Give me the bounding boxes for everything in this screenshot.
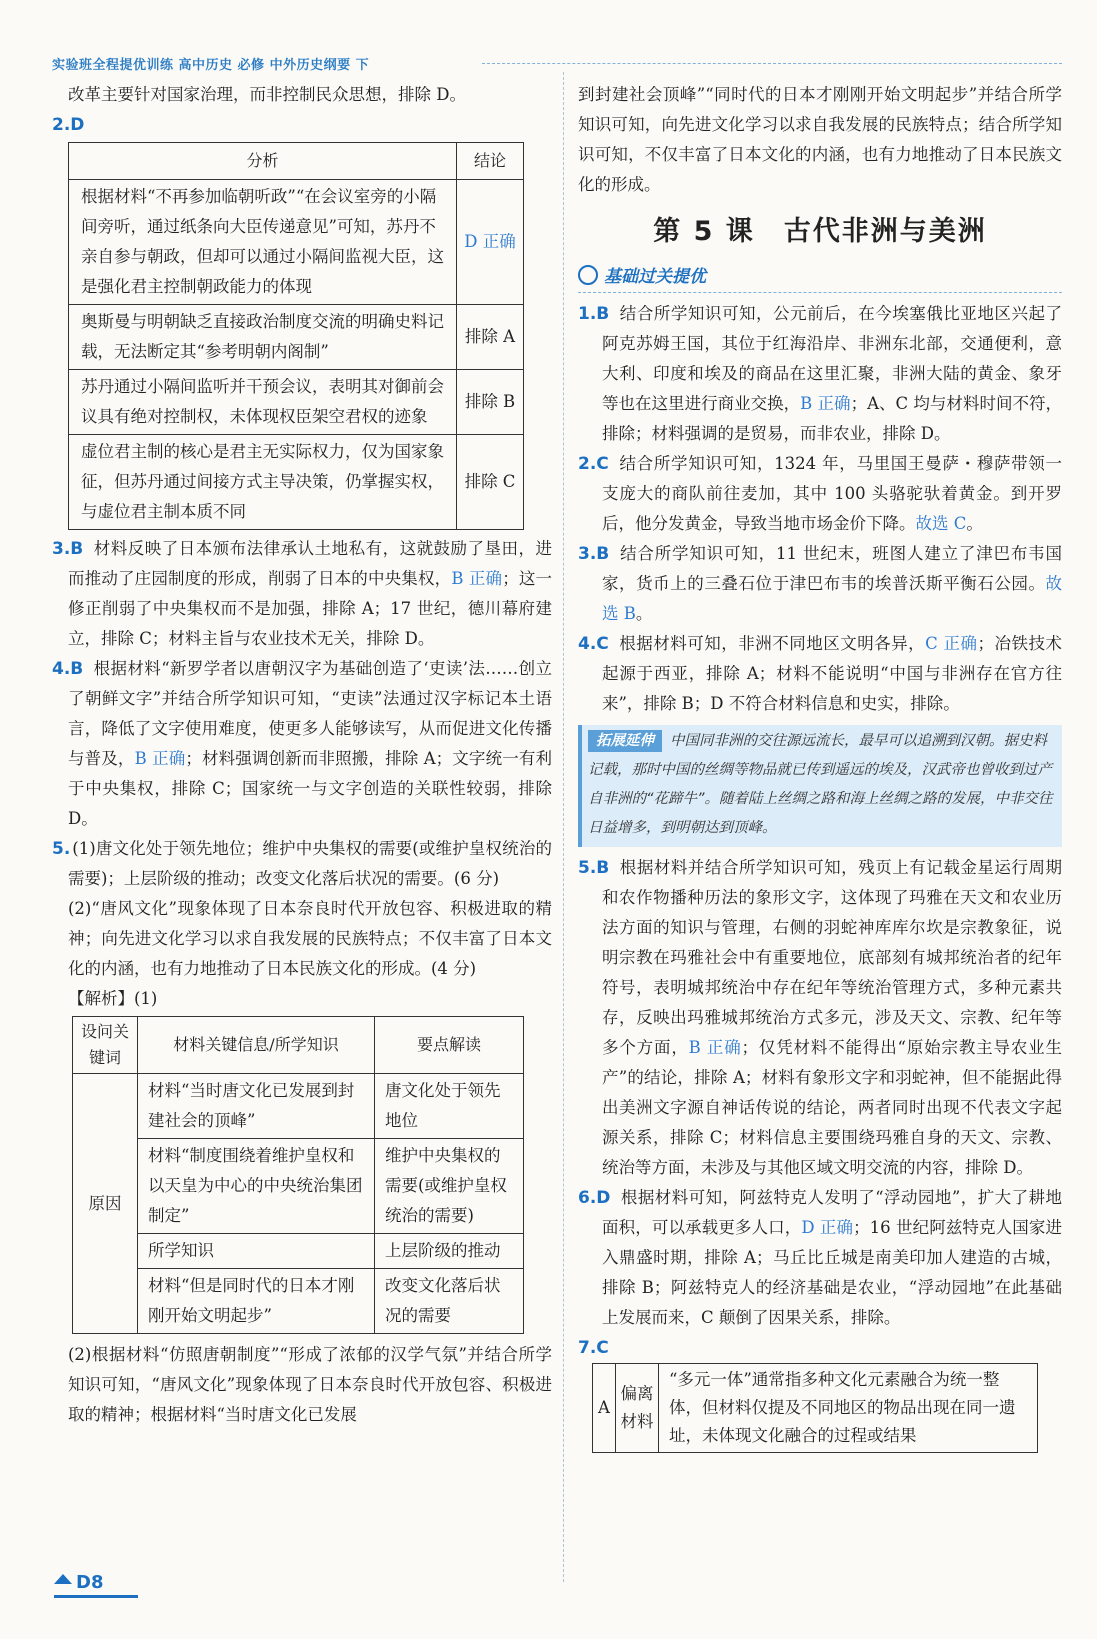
q2-answer: D (70, 115, 85, 135)
r-q5-highlight: B 正确 (688, 1038, 742, 1057)
q5-number: 5. (52, 839, 71, 859)
r-q3-text-1: 结合所学知识可知，11 世纪末，班图人建立了津巴布韦国家，货币上的三叠石位于津巴布韦的埃普沃斯平衡石公园。 (602, 544, 1062, 593)
right-column (578, 80, 1062, 1453)
header-point: 要点解读 (375, 1017, 524, 1074)
r-q7-answer: C (596, 1338, 609, 1358)
extension-box (578, 725, 1062, 847)
option-cell: A (593, 1364, 616, 1453)
page-number-badge (54, 1572, 138, 1598)
r-question-6 (578, 1183, 1062, 1333)
row-head-reason: 原因 (73, 1074, 138, 1334)
info-cell: 材料“制度围绕着维护皇权和以天皇为中心的中央统治集团制定” (138, 1139, 375, 1234)
question-5 (52, 834, 552, 1430)
r-q4-highlight: C 正确 (925, 634, 978, 653)
r-question-1 (578, 299, 1062, 449)
r-q5-text-2: ；仅凭材料不能得出“原始宗教主导农业生产”的结论，排除 A；材料有象形文字和羽蛇神，但不能据此得出美洲文字源自神话传说的结论，两者同时出现不代表文字起源关系，排除 C；材料信息主要围绕玛雅自身的天文、宗教、统治等方面，未涉及与其他区域文明交流的内容，排除 D。 (602, 1038, 1062, 1177)
q5-part-3: (2)根据材料“仿照唐朝制度”“形成了浓郁的汉学气氛”并结合所学知识可知，“唐风文化”现象体现了日本奈良时代开放包容、积极进取的精神；根据材料“当时唐文化已发展 (68, 1345, 552, 1424)
r-q1-text-1: 结合所学知识可知，公元前后，在今埃塞俄比亚地区兴起了阿克苏姆王国，其位于红海沿岸、非洲东北部，交通便利，意大利、印度和埃及的商品在这里汇聚，非洲大陆的黄金、象牙等也在这里进行商业交换， (602, 304, 1062, 413)
r-q2-answer: C (596, 454, 609, 474)
analysis-cell: 奥斯曼与明朝缺乏直接政治制度交流的明确史料记载，无法断定其“参考明朝内阁制” (69, 305, 457, 370)
r-q4-text-2: ；冶铁技术起源于西亚，排除 A；材料不能说明“中国与非洲存在官方往来”，排除 B；D 不符合材料信息和史实，排除。 (602, 634, 1063, 713)
r-q6-answer: D (596, 1188, 611, 1208)
result-cell: D 正确 (457, 180, 524, 305)
table-row (69, 370, 524, 435)
table-row (73, 1074, 524, 1139)
continued-text: 到封建社会顶峰”“同时代的日本才刚刚开始文明起步”并结合所学知识可知，向先进文化学习以求自我发展的民族特点；结合所学知识可知，不仅丰富了日本文化的内涵，也有力地推动了日本民族文化的形成。 (578, 85, 1062, 194)
table-row (73, 1234, 524, 1269)
table-row (69, 305, 524, 370)
analysis-cell: 根据材料“不再参加临朝听政”“在会议室旁的小隔间旁听，通过纸条向大臣传递意见”可知，苏丹不亲自参与朝政，但却可以通过小隔间监视大臣，这是强化君主控制朝政能力的体现 (69, 180, 457, 305)
q4-highlight: B 正确 (134, 749, 186, 768)
q2-number: 2. (52, 115, 71, 135)
header-rule (482, 63, 1062, 64)
result-cell: 排除 B (457, 370, 524, 435)
page-header (52, 54, 1062, 72)
table-row (73, 1269, 524, 1334)
q4-number: 4. (52, 659, 71, 679)
table-row (69, 180, 524, 305)
q5-part-2: (2)“唐风文化”现象体现了日本奈良时代开放包容、积极进取的精神；向先进文化学习以求自我发展的民族特点；不仅丰富了日本文化的内涵，也有力地推动了日本民族文化的形成。(4 分) (68, 899, 552, 978)
point-cell: 维护中央集权的需要(或维护皇权统治的需要) (375, 1139, 524, 1234)
header-text: 实验班全程提优训练 高中历史 必修 中外历史纲要 下 (52, 58, 370, 73)
r-q1-answer: B (596, 304, 610, 324)
column-divider (563, 72, 564, 1582)
q5-analysis-table (72, 1016, 524, 1334)
r-question-5 (578, 853, 1062, 1183)
point-cell: 上层阶级的推动 (375, 1234, 524, 1269)
r-q1-text-2: ；A、C 均与材料时间不符，排除；材料强调的是贸易，而非农业，排除 D。 (602, 394, 1063, 443)
left-column (52, 80, 552, 1430)
info-cell: 材料“当时唐文化已发展到封建社会的顶峰” (138, 1074, 375, 1139)
lesson-title: 第 5 课 古代非洲与美洲 (653, 216, 987, 247)
r-q6-text-2: ；16 世纪阿兹特克人国家进入鼎盛时期，排除 A；马丘比丘城是南美印加人建造的古城，排除 B；阿兹特克人的经济基础是农业，“浮动园地”在此基础上发展而来，C 颠倒了因果关系，排除。 (602, 1218, 1062, 1327)
r-question-4 (578, 629, 1062, 719)
table-header-row (69, 143, 524, 180)
question-3 (52, 534, 552, 654)
analysis-cell: 虚位君主制的核心是君主无实际权力，仅为国家象征，但苏丹通过间接方式主导决策，仍掌握实权，与虚位君主制本质不同 (69, 435, 457, 530)
q5-analysis-label: 【解析】(1) (68, 989, 158, 1008)
point-cell: 唐文化处于领先地位 (375, 1074, 524, 1139)
result-cell: 排除 C (457, 435, 524, 530)
analysis-cell: 苏丹通过小隔间监听并干预会议，表明其对御前会议具有绝对控制权，未体现权臣架空君权的迹象 (69, 370, 457, 435)
r-q7-number: 7. (578, 1338, 597, 1358)
q3-highlight: B 正确 (451, 569, 503, 588)
table-header-row (73, 1017, 524, 1074)
r-q6-text-1: 根据材料可知，阿兹特克人发明了“浮动园地”，扩大了耕地面积，可以承载更多人口， (602, 1188, 1062, 1237)
question-4 (52, 654, 552, 834)
r-q3-highlight: 故选 B (602, 574, 1062, 623)
q3-text-1: 材料反映了日本颁布法律承认土地私有，这就鼓励了垦田，进而推动了庄园制度的形成，削弱了日本的中央集权， (68, 539, 552, 588)
r-q2-text-1: 结合所学知识可知，1324 年，马里国王曼萨・穆萨带领一支庞大的商队前往麦加，其中 100 头骆驼驮着黄金。到开罗后，他分发黄金，导致当地市场金价下降。 (602, 454, 1062, 533)
section-title: 基础过关提优 (604, 267, 706, 287)
r-q6-highlight: D 正确 (801, 1218, 854, 1237)
r-q4-number: 4. (578, 634, 597, 654)
page-number: D8 (76, 1572, 104, 1593)
r-q5-text-1: 根据材料并结合所学知识可知，残页上有记载金星运行周期和农作物播种历法的象形文字，这体现了玛雅在天文和农业历法方面的知识与管理，右侧的羽蛇神库库尔坎是宗教象征，说明宗教在玛雅社会中有重要地位，底部刻有城邦统治者的纪年符号，表明城邦统治中存在纪年等统治管理方式，多种元素共存，反映出玛雅城邦统治方式多元，涉及天文、宗教、纪年等多个方面， (602, 858, 1062, 1057)
r-question-7 (578, 1333, 1062, 1453)
q3-number: 3. (52, 539, 71, 559)
header-conclusion: 结论 (457, 143, 524, 180)
q3-text-2: ；这一修正削弱了中央集权而不是加强，排除 A；17 世纪，德川幕府建立，排除 C；材料主旨与农业技术无关，排除 D。 (68, 569, 553, 648)
r-q3-number: 3. (578, 544, 597, 564)
r-q5-number: 5. (578, 858, 597, 878)
header-keyword: 设问关键词 (73, 1017, 138, 1074)
intro-text: 改革主要针对国家治理，而非控制民众思想，排除 D。 (68, 85, 466, 104)
target-icon (578, 265, 598, 285)
home-icon (54, 1574, 72, 1584)
table-row (69, 435, 524, 530)
text-cell: “多元一体”通常指多种文化元素融合为统一整体，但材料仅提及不同地区的物品出现在同一遗址，未体现文化融合的过程或结果 (659, 1364, 1038, 1453)
r-q3-text-2: 。 (635, 604, 653, 623)
r-question-2 (578, 449, 1062, 539)
q2-analysis-table (68, 142, 524, 530)
question-2 (52, 110, 552, 530)
header-analysis: 分析 (69, 143, 457, 180)
q4-answer: B (70, 659, 84, 679)
result-cell: 排除 A (457, 305, 524, 370)
page-bar (54, 1595, 138, 1598)
point-cell: 改变文化落后状况的需要 (375, 1269, 524, 1334)
label-cell: 偏离材料 (616, 1364, 659, 1453)
r-q2-number: 2. (578, 454, 597, 474)
q7-table (592, 1363, 1038, 1453)
r-q5-answer: B (596, 858, 610, 878)
q5-part-1: (1)唐文化处于领先地位；维护中央集权的需要(或维护皇权统治的需要)；上层阶级的推动；改变文化落后状况的需要。(6 分) (68, 839, 552, 888)
header-info: 材料关键信息/所学知识 (138, 1017, 375, 1074)
r-q2-text-2: 。 (966, 514, 983, 533)
info-cell: 所学知识 (138, 1234, 375, 1269)
r-q6-number: 6. (578, 1188, 597, 1208)
r-q1-highlight: B 正确 (800, 394, 851, 413)
table-row (73, 1139, 524, 1234)
r-q2-highlight: 故选 C (915, 514, 967, 533)
r-q3-answer: B (596, 544, 610, 564)
r-q4-text-1: 根据材料可知，非洲不同地区文明各异， (618, 634, 926, 653)
info-cell: 材料“但是同时代的日本才刚刚开始文明起步” (138, 1269, 375, 1334)
extension-text: 中国同非洲的交往源远流长，最早可以追溯到汉朝。据史料记载，那时中国的丝绸等物品就已传到遥远的埃及，汉武帝也曾收到过产自非洲的“花蹄牛”。随着陆上丝绸之路和海上丝绸之路的发展，中非交往日益增多，到明朝达到顶峰。 (588, 733, 1053, 836)
table-row (593, 1364, 1038, 1453)
q3-answer: B (70, 539, 84, 559)
r-q4-answer: C (596, 634, 609, 654)
section-heading (578, 262, 1062, 293)
r-question-3 (578, 539, 1062, 629)
q4-text-1: 根据材料“新罗学者以唐朝汉字为基础创造了‘吏读’法……创立了朝鲜文字”并结合所学知识可知，“吏读”法通过汉字标记本土语言，降低了文字使用难度，使更多人能够读写，从而促进文化传播与普及， (68, 659, 552, 768)
extension-tag: 拓展延伸 (588, 730, 662, 752)
r-q1-number: 1. (578, 304, 597, 324)
q4-text-2: ；材料强调创新而非照搬，排除 A；文字统一有利于中央集权，排除 C；国家统一与文字创造的关联性较弱，排除 D。 (68, 749, 553, 828)
